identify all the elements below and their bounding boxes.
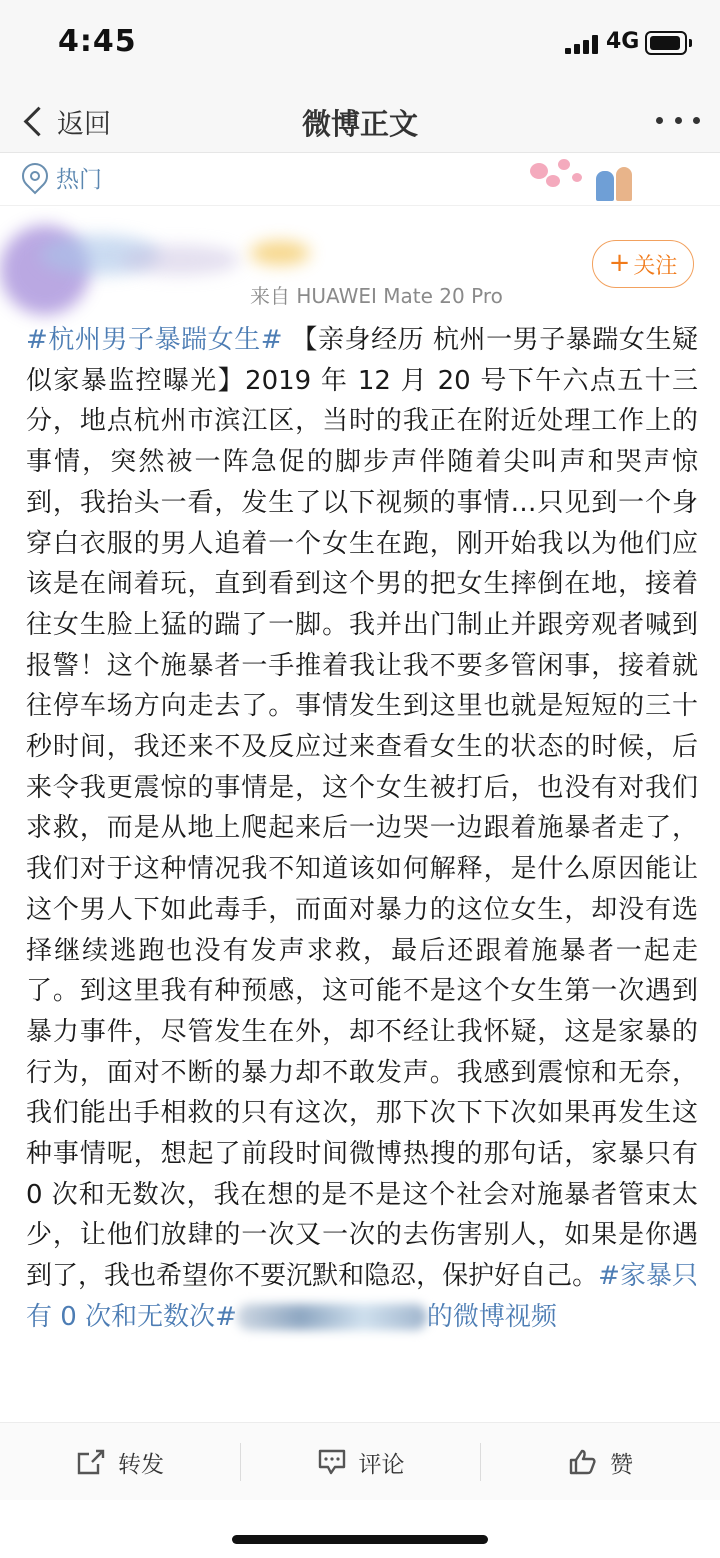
- comment-button[interactable]: [241, 1423, 480, 1501]
- location-pin-icon: [17, 158, 54, 195]
- comment-label: 评论: [358, 1451, 405, 1478]
- action-bar: [0, 1422, 720, 1501]
- post-body: [26, 320, 698, 1410]
- blurred-username: [237, 1304, 427, 1330]
- repost-label: 转发: [118, 1451, 164, 1478]
- signal-icon: [565, 34, 601, 54]
- hashtag-link[interactable]: #家暴只有 0 次和无数次#: [26, 1261, 698, 1332]
- like-button[interactable]: [481, 1423, 720, 1501]
- home-indicator[interactable]: [232, 1535, 488, 1544]
- like-label: 赞: [610, 1451, 633, 1478]
- repost-button[interactable]: [0, 1423, 240, 1501]
- post-text: [26, 320, 698, 1338]
- status-bar: [0, 0, 720, 90]
- hot-label: 热门: [56, 167, 102, 193]
- post-main-text: 【亲身经历 杭州一男子暴踹女生疑似家暴监控曝光】2019 年 12 月 20 号下午六点五十三分，地点杭州市滨江区，当时的我正在附近处理工作上的事情，突然被一阵急促的脚步声伴随着尖叫声和哭声惊到，我抬头一看，发生了以下视频的事情…只见到一个身穿白衣服的男人追着一个女生在跑，刚开始我以为他们应该是在闹着玩，直到看到这个男的把女生摔倒在地，接着往女生脸上猛的踹了一脚。我并出门制止并跟旁观者喊到报警！这个施暴者一手推着我让我不要多管闲事，接着就往停车场方向走去了。事情发生到这里也就是短短的三十秒时间，我还来不及反应过来查看女生的状态的时候，后来令我更震惊的事情是，这个女生被打后，也没有对我们求救，而是从地上爬起来后一边哭一边跟着施暴者走了，我们对于这种情况我不知道该如何解释，是什么原因能让这个男人下如此毒手，而面对暴力的这位女生，却没有选择继续逃跑也没有发声求救，最后还跟着施暴者一起走了。到这里我有种预感，这可能不是这个女生第一次遇到暴力事件，尽管发生在外，却不经让我怀疑，这是家暴的行为，面对不断的暴力却不敢发声。我感到震惊和无奈，我们能出手相救的只有这次，那下次下下次如果再发生这种事情呢，想起了前段时间微博热搜的那句话，家暴只有 0 次和无数次，我在想的是不是这个社会对施暴者管束太少，让他们放肆的一次又一次的去伤害别人，如果是你遇到了，我也希望你不要沉默和隐忍，保护好自己。: [26, 325, 698, 1292]
- follow-label: 关注: [633, 253, 678, 279]
- hashtag-link[interactable]: #杭州男子暴踹女生#: [26, 325, 283, 355]
- nav-bar: [0, 90, 720, 153]
- video-link[interactable]: 的微博视频: [426, 1301, 557, 1332]
- thumbs-up-icon: [568, 1448, 598, 1476]
- share-icon: [76, 1448, 106, 1476]
- decorative-illustration: [520, 153, 650, 213]
- comment-icon: [317, 1448, 347, 1476]
- follow-button[interactable]: [592, 240, 694, 288]
- home-indicator-area: [0, 1500, 720, 1558]
- plus-icon: +: [608, 248, 631, 278]
- more-dots-icon[interactable]: [656, 102, 700, 138]
- battery-icon: [645, 31, 687, 55]
- post-source: 来自 HUAWEI Mate 20 Pro: [250, 284, 503, 308]
- network-type: 4G: [606, 29, 640, 54]
- page-title: 微博正文: [301, 107, 418, 141]
- back-label: 返回: [57, 108, 111, 140]
- status-time: 4:45: [58, 24, 137, 59]
